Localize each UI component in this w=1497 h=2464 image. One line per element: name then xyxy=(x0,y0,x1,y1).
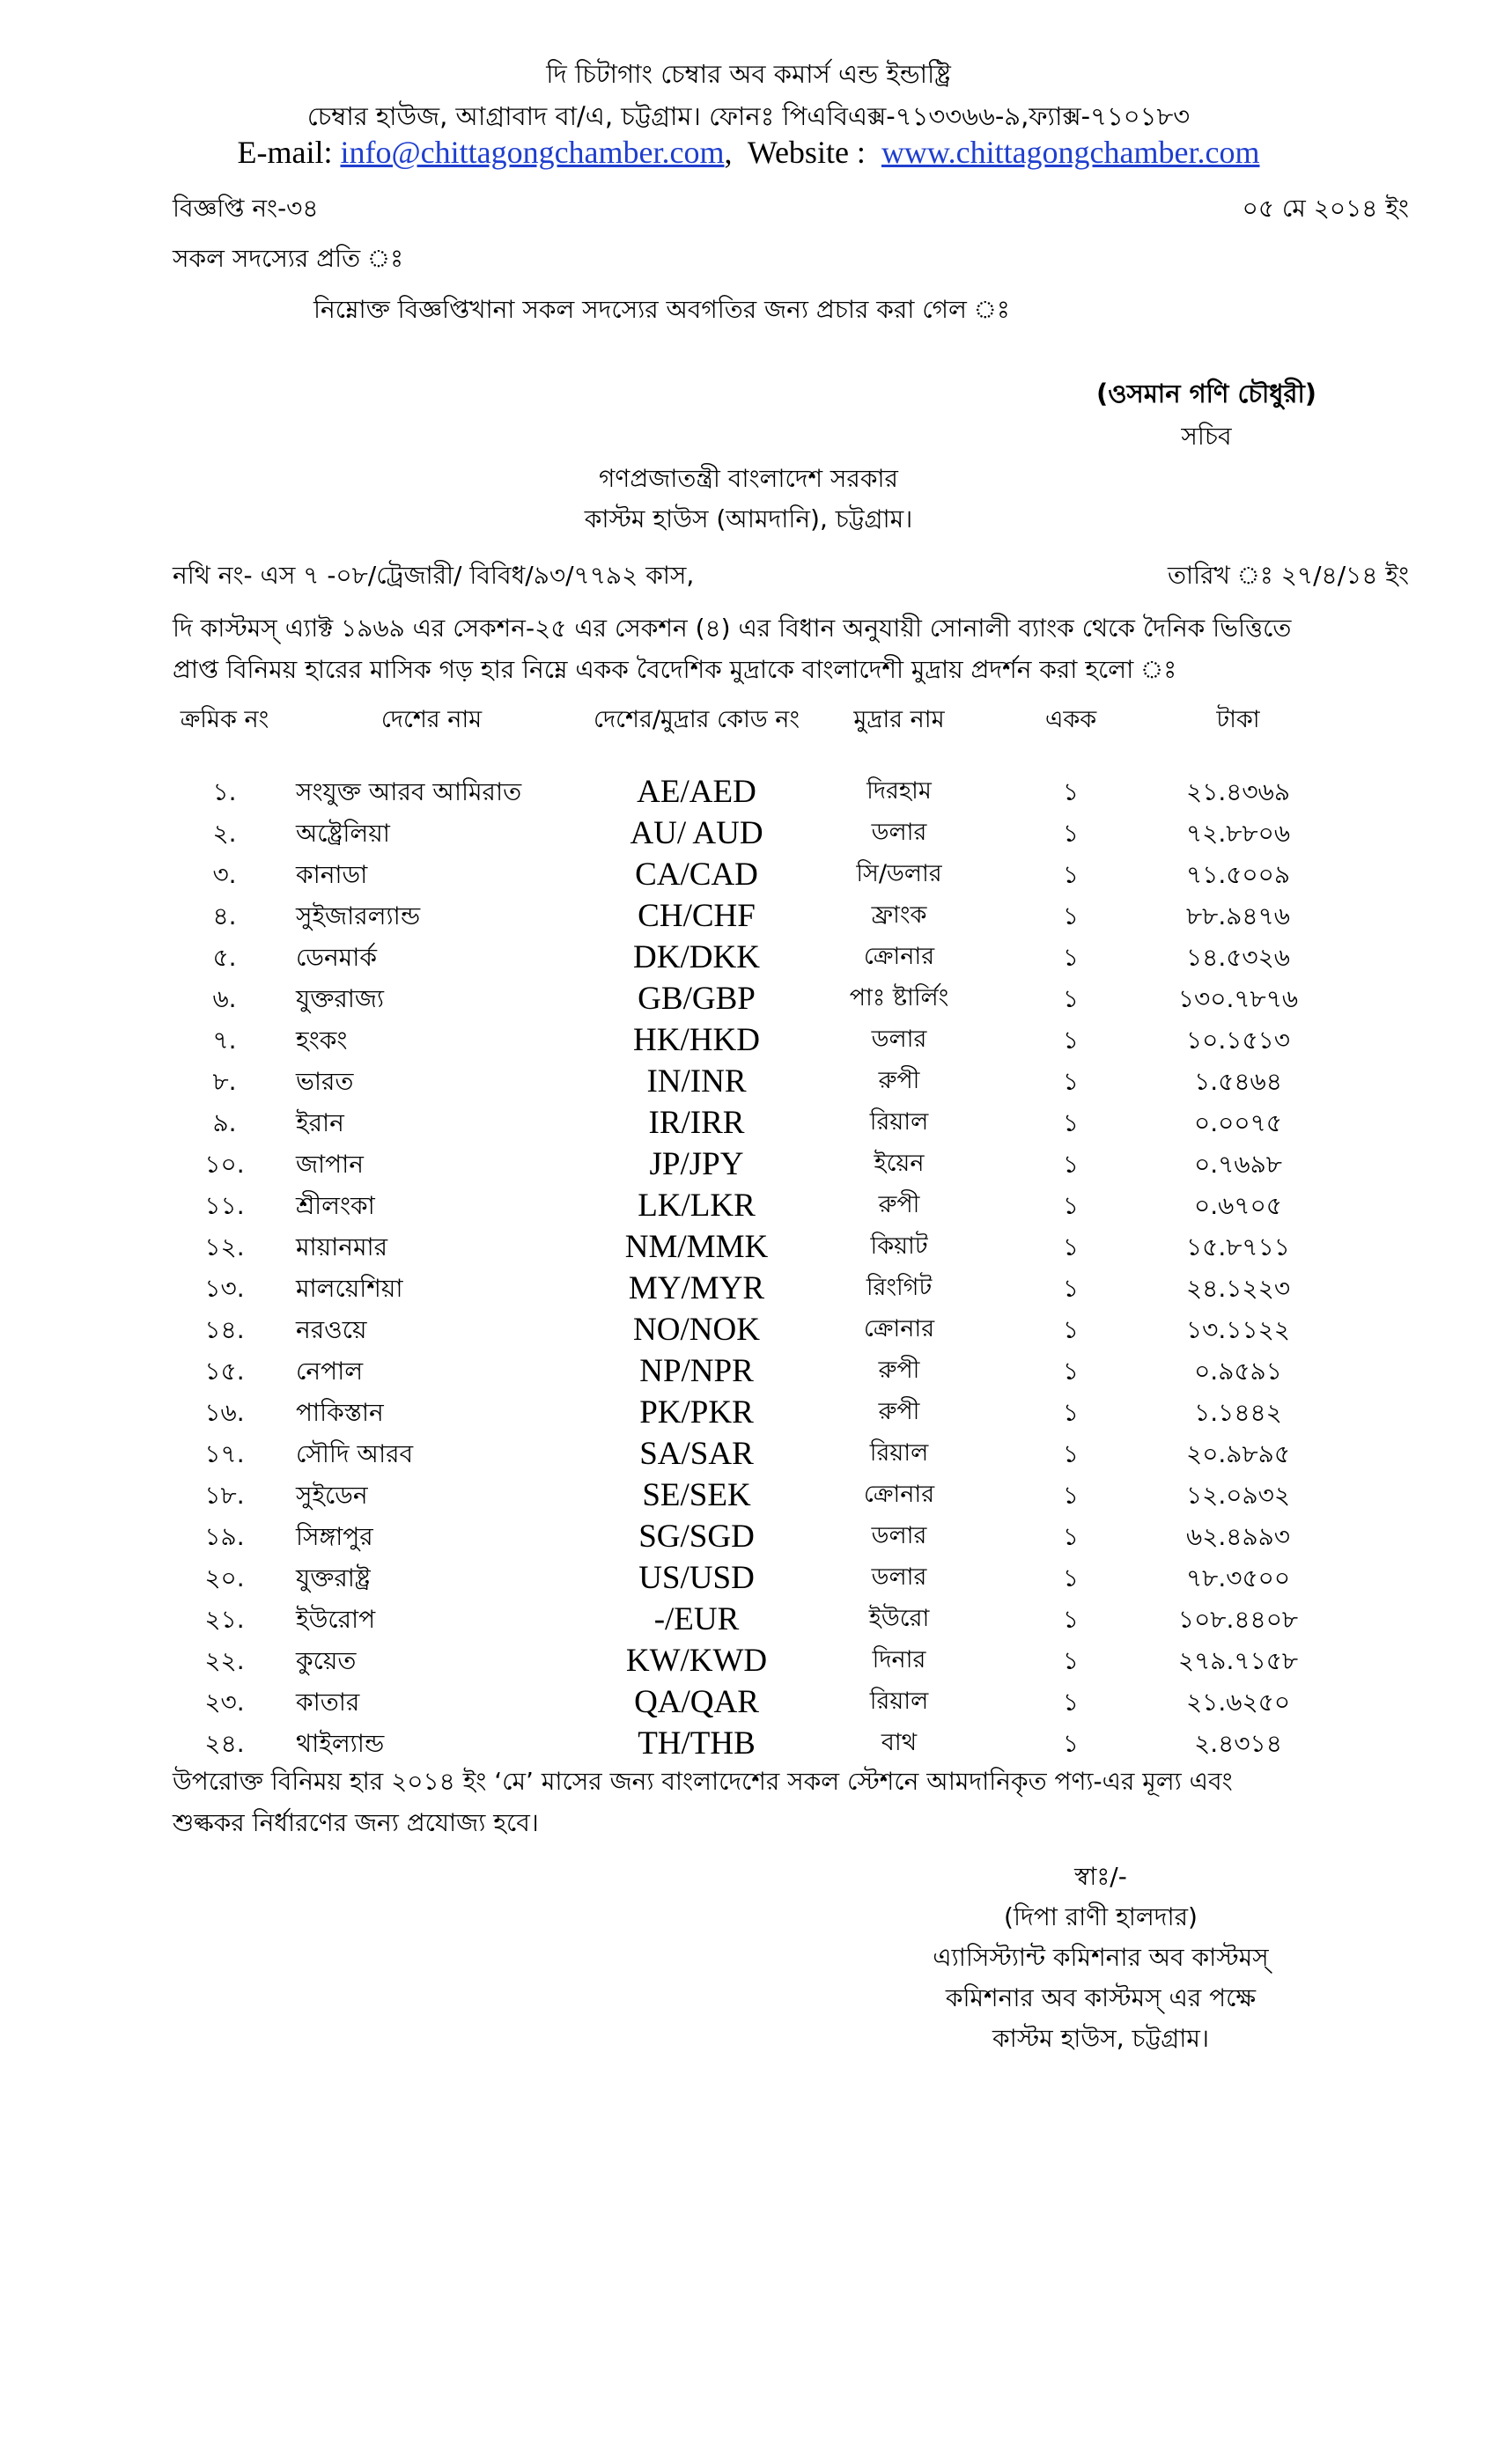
col-taka-header: টাকা xyxy=(1216,706,1260,733)
row-taka: ১২.০৯৩২ xyxy=(1185,1481,1291,1510)
row-code: SE/SEK xyxy=(642,1477,751,1513)
table-row xyxy=(173,1352,1326,1394)
contact-line xyxy=(0,134,1497,171)
email-label: E-mail: xyxy=(237,135,333,170)
table-row xyxy=(173,1725,1326,1766)
row-unit: ১ xyxy=(1062,901,1080,930)
row-taka: ৭২.৮৮০৬ xyxy=(1185,819,1291,848)
row-taka: ১.১৪৪২ xyxy=(1194,1398,1282,1427)
row-taka: ১.৫৪৬৪ xyxy=(1194,1067,1282,1096)
row-currency: রিয়াল xyxy=(869,1439,929,1467)
row-taka: ২০.৯৮৯৫ xyxy=(1186,1439,1290,1468)
row-country: যুক্তরাষ্ট্র xyxy=(296,1563,371,1592)
row-unit: ১ xyxy=(1062,1026,1080,1055)
row-country: জাপান xyxy=(296,1150,365,1179)
row-unit: ১ xyxy=(1062,1315,1080,1344)
col-unit-header: একক xyxy=(1044,706,1097,733)
row-currency: ডলার xyxy=(871,1563,927,1591)
row-code: -/EUR xyxy=(653,1601,740,1637)
row-country: শ্রীলংকা xyxy=(296,1191,375,1220)
table-row xyxy=(173,1600,1326,1642)
secretary-name: (ওসমান গণি চৌধুরী) xyxy=(1095,379,1317,408)
row-serial: ২৩. xyxy=(204,1688,245,1717)
row-unit: ১ xyxy=(1062,1439,1080,1468)
row-currency: দিনার xyxy=(872,1646,926,1673)
row-code: HK/HKD xyxy=(633,1022,760,1058)
row-code: US/USD xyxy=(638,1560,755,1596)
body-line-2: প্রাপ্ত বিনিময় হারের মাসিক গড় হার নিম্নে একক বৈদেশিক মুদ্রাকে বাংলাদেশী মুদ্রায় প্রদর্শন করা হলো ঃ xyxy=(173,655,1177,684)
row-taka: ১৪.৫৩২৬ xyxy=(1185,943,1291,972)
salutation: সকল সদস্যের প্রতি ঃ xyxy=(173,244,404,273)
table-row xyxy=(173,1228,1326,1269)
row-country: থাইল্যান্ড xyxy=(296,1729,385,1758)
row-taka: ২১.৬২৫০ xyxy=(1185,1688,1291,1717)
row-country: নরওয়ে xyxy=(296,1315,367,1344)
row-code: SG/SGD xyxy=(638,1519,755,1555)
row-serial: ২১. xyxy=(204,1605,245,1634)
row-serial: ২৪. xyxy=(204,1729,245,1758)
row-taka: ০.০০৭৫ xyxy=(1194,1108,1282,1137)
row-unit: ১ xyxy=(1062,1563,1080,1592)
row-currency: ক্রোনার xyxy=(863,943,935,970)
website-link[interactable]: www.chittagongchamber.com xyxy=(881,135,1260,170)
row-country: হংকং xyxy=(296,1026,348,1055)
row-currency: ফ্রাংক xyxy=(871,901,927,929)
table-row xyxy=(173,773,1326,814)
row-country: সৌদি আরব xyxy=(296,1439,414,1468)
row-taka: ২৭৯.৭১৫৮ xyxy=(1177,1646,1299,1675)
row-currency: দিরহাম xyxy=(866,777,932,805)
row-currency: ডলার xyxy=(871,1522,927,1549)
signatory-title: এ্যাসিস্ট্যান্ট কমিশনার অব কাস্টমস্ xyxy=(933,1943,1269,1972)
row-country: মায়ানমার xyxy=(296,1232,388,1261)
row-currency: বাথ xyxy=(881,1729,918,1756)
row-unit: ১ xyxy=(1062,777,1080,806)
row-serial: ১২. xyxy=(204,1232,245,1261)
row-code: TH/THB xyxy=(638,1725,756,1762)
row-serial: ১১. xyxy=(204,1191,245,1220)
table-row xyxy=(173,1683,1326,1725)
row-serial: ২. xyxy=(212,819,237,848)
signatory-on-behalf: কমিশনার অব কাস্টমস্ এর পক্ষে xyxy=(945,1983,1257,2012)
table-row xyxy=(173,897,1326,938)
table-row xyxy=(173,856,1326,897)
row-unit: ১ xyxy=(1062,860,1080,889)
table-row xyxy=(173,1476,1326,1518)
website-label: Website : xyxy=(747,135,866,170)
row-code: GB/GBP xyxy=(638,981,756,1017)
row-currency: রিয়াল xyxy=(869,1688,929,1715)
row-code: MY/MYR xyxy=(628,1270,765,1306)
org-name: দি চিটাগাং চেম্বার অব কমার্স এন্ড ইন্ডাষ্ট্রি xyxy=(546,59,951,89)
table-row xyxy=(173,938,1326,980)
row-currency: রুপী xyxy=(878,1191,920,1218)
row-serial: ১৫. xyxy=(204,1357,245,1386)
row-taka: ১৩০.৭৮৭৬ xyxy=(1177,984,1299,1013)
row-unit: ১ xyxy=(1062,1398,1080,1427)
row-unit: ১ xyxy=(1062,1108,1080,1137)
row-currency: সি/ডলার xyxy=(856,860,942,887)
row-serial: ৩. xyxy=(212,860,237,889)
row-serial: ২০. xyxy=(204,1563,245,1592)
row-country: মালয়েশিয়া xyxy=(296,1274,403,1303)
row-country: কানাডা xyxy=(296,860,368,889)
notice-intro: নিম্নোক্ত বিজ্ঞপ্তিখানা সকল সদস্যের অবগতির জন্য প্রচার করা গেল ঃ xyxy=(313,295,1010,324)
row-currency: ডলার xyxy=(871,819,927,846)
row-code: NM/MMK xyxy=(624,1229,769,1265)
row-serial: ৫. xyxy=(212,943,237,972)
row-taka: ১৫.৮৭১১ xyxy=(1186,1232,1290,1261)
row-country: সুইডেন xyxy=(296,1481,368,1510)
org-address: চেম্বার হাউজ, আগ্রাবাদ বা/এ, চট্টগ্রাম। ফোনঃ পিএবিএক্স-৭১৩৩৬৬-৯,ফ্যাক্স-৭১০১৮৩ xyxy=(306,101,1191,131)
row-serial: ১৮. xyxy=(204,1481,245,1510)
row-currency: কিয়াট xyxy=(870,1232,928,1260)
row-code: LK/LKR xyxy=(638,1188,756,1224)
row-unit: ১ xyxy=(1062,1067,1080,1096)
email-separator: , xyxy=(724,135,733,170)
row-serial: ১৩. xyxy=(204,1274,245,1303)
row-serial: ৪. xyxy=(212,901,237,930)
row-currency: পাঃ ষ্টার্লিং xyxy=(849,984,949,1011)
row-currency: রিংগিট xyxy=(866,1274,933,1301)
row-taka: ২১.৪৩৬৯ xyxy=(1185,777,1291,806)
body-paragraph xyxy=(173,607,1409,690)
row-code: AU/ AUD xyxy=(630,815,763,851)
row-currency: ডলার xyxy=(871,1026,927,1053)
row-currency: ইউরো xyxy=(868,1605,930,1632)
table-header-row xyxy=(173,704,1326,773)
row-serial: ১০. xyxy=(204,1150,245,1179)
row-unit: ১ xyxy=(1062,1150,1080,1179)
row-code: CA/CAD xyxy=(635,857,758,893)
table-row xyxy=(173,1063,1326,1104)
col-code-header: দেশের/মুদ্রার কোড নং xyxy=(594,706,800,733)
row-code: SA/SAR xyxy=(639,1436,754,1472)
row-serial: ১৬. xyxy=(204,1398,245,1427)
row-taka: ২৪.১২২৩ xyxy=(1185,1274,1291,1303)
row-code: AE/AED xyxy=(637,774,756,810)
col-country-header: দেশের নাম xyxy=(380,706,483,733)
row-code: NP/NPR xyxy=(639,1353,754,1389)
row-country: সিঙ্গাপুর xyxy=(296,1522,373,1551)
row-serial: ২২. xyxy=(204,1646,245,1675)
row-country: নেপাল xyxy=(296,1357,364,1386)
table-row xyxy=(173,1559,1326,1600)
row-country: ইরান xyxy=(296,1108,344,1137)
footer-line-1: উপরোক্ত বিনিময় হার ২০১৪ ইং ‘মে’ মাসের জন্য বাংলাদেশের সকল স্টেশনে আমদানিকৃত পণ্য-এর মূল্য এবং xyxy=(173,1767,1233,1796)
govt-name: গণপ্রজাতন্ত্রী বাংলাদেশ সরকার xyxy=(599,464,898,493)
row-country: ভারত xyxy=(296,1067,354,1096)
row-country: ডেনমার্ক xyxy=(296,943,377,972)
row-taka: ৮৮.৯৪৭৬ xyxy=(1186,901,1290,930)
row-code: PK/PKR xyxy=(639,1394,754,1431)
row-currency: রিয়াল xyxy=(869,1108,929,1136)
row-taka: ১৩.১১২২ xyxy=(1185,1315,1291,1344)
row-country: যুক্তরাজ্য xyxy=(296,984,385,1013)
row-country: ইউরোপ xyxy=(296,1605,376,1634)
signatory-name: (দিপা রাণী হালদার) xyxy=(1004,1902,1198,1931)
table-row xyxy=(173,1104,1326,1145)
row-country: কুয়েত xyxy=(296,1646,357,1675)
row-currency: ক্রোনার xyxy=(863,1481,935,1508)
file-number: নথি নং- এস ৭ -০৮/ট্রেজারী/ বিবিধ/৯৩/৭৭৯২ কাস, xyxy=(173,561,695,590)
row-code: DK/DKK xyxy=(633,939,760,975)
row-serial: ১. xyxy=(212,777,237,806)
row-taka: ০.৭৬৯৮ xyxy=(1194,1150,1282,1179)
table-row xyxy=(173,814,1326,856)
table-row xyxy=(173,1187,1326,1228)
footer-line-2: শুল্ককর নির্ধারণের জন্য প্রযোজ্য হবে। xyxy=(173,1808,539,1837)
table-row xyxy=(173,1642,1326,1683)
notice-number: বিজ্ঞপ্তি নং-৩৪ xyxy=(173,194,319,223)
row-taka: ৭৮.৩৫০০ xyxy=(1185,1563,1291,1592)
row-unit: ১ xyxy=(1062,943,1080,972)
footer-paragraph xyxy=(173,1761,1409,1843)
col-serial-header: ক্রমিক নং xyxy=(180,706,269,733)
row-code: CH/CHF xyxy=(638,898,756,934)
row-currency: ইয়েন xyxy=(874,1150,925,1177)
row-country: পাকিস্তান xyxy=(296,1398,384,1427)
row-code: IN/INR xyxy=(646,1063,747,1100)
row-serial: ৭. xyxy=(212,1026,237,1055)
table-row xyxy=(173,980,1326,1021)
table-row xyxy=(173,1269,1326,1311)
row-unit: ১ xyxy=(1062,1605,1080,1634)
file-date: তারিখ ঃ ২৭/৪/১৪ ইং xyxy=(1167,561,1409,590)
row-taka: ০.৯৫৯১ xyxy=(1194,1357,1282,1386)
row-currency: ক্রোনার xyxy=(863,1315,935,1342)
signed-mark: স্বাঃ/- xyxy=(1074,1862,1127,1891)
row-taka: ৬২.৪৯৯৩ xyxy=(1185,1522,1291,1551)
secretary-title: সচিব xyxy=(1181,422,1232,451)
table-row xyxy=(173,1518,1326,1559)
row-unit: ১ xyxy=(1062,1232,1080,1261)
row-currency: রুপী xyxy=(878,1398,920,1425)
row-taka: ১০৮.৪৪০৮ xyxy=(1177,1605,1299,1634)
row-serial: ১৭. xyxy=(204,1439,245,1468)
row-serial: ৮. xyxy=(212,1067,237,1096)
row-serial: ৬. xyxy=(212,984,237,1013)
row-serial: ১৪. xyxy=(204,1315,245,1344)
row-unit: ১ xyxy=(1062,819,1080,848)
row-currency: রুপী xyxy=(878,1357,920,1384)
row-serial: ৯. xyxy=(212,1108,237,1137)
row-taka: ২.৪৩১৪ xyxy=(1194,1729,1282,1758)
row-unit: ১ xyxy=(1062,1357,1080,1386)
row-country: কাতার xyxy=(296,1688,360,1717)
customs-house: কাস্টম হাউস (আমদানি), চট্টগ্রাম। xyxy=(584,504,913,533)
row-currency: রুপী xyxy=(878,1067,920,1094)
row-unit: ১ xyxy=(1062,1688,1080,1717)
email-link[interactable]: info@chittagongchamber.com xyxy=(340,135,725,170)
row-unit: ১ xyxy=(1062,1522,1080,1551)
col-currency-header: মুদ্রার নাম xyxy=(853,706,945,733)
row-unit: ১ xyxy=(1062,984,1080,1013)
table-row xyxy=(173,1311,1326,1352)
table-row xyxy=(173,1435,1326,1476)
row-unit: ১ xyxy=(1062,1481,1080,1510)
row-code: NO/NOK xyxy=(633,1312,760,1348)
row-country: সংযুক্ত আরব আমিরাত xyxy=(296,777,522,806)
row-taka: ৭১.৫০০৯ xyxy=(1185,860,1291,889)
row-code: QA/QAR xyxy=(634,1684,759,1720)
signatory-office: কাস্টম হাউস, চট্টগ্রাম। xyxy=(992,2024,1209,2053)
row-serial: ১৯. xyxy=(204,1522,245,1551)
notice-date: ০৫ মে ২০১৪ ইং xyxy=(1242,194,1409,223)
row-unit: ১ xyxy=(1062,1274,1080,1303)
row-unit: ১ xyxy=(1062,1191,1080,1220)
row-taka: ০.৬৭০৫ xyxy=(1194,1191,1282,1220)
row-code: IR/IRR xyxy=(648,1105,745,1141)
table-row xyxy=(173,1021,1326,1063)
table-row xyxy=(173,1394,1326,1435)
row-taka: ১০.১৫১৩ xyxy=(1186,1026,1290,1055)
table-row xyxy=(173,1145,1326,1187)
row-unit: ১ xyxy=(1062,1646,1080,1675)
body-line-1: দি কাস্টমস্ এ্যাক্ট ১৯৬৯ এর সেকশন-২৫ এর সেকশন (৪) এর বিধান অনুযায়ী সোনালী ব্যাংক থেকে দৈনিক ভিত্তিতে xyxy=(173,614,1292,643)
row-unit: ১ xyxy=(1062,1729,1080,1758)
exchange-rate-table xyxy=(173,704,1326,1766)
row-code: KW/KWD xyxy=(625,1643,768,1679)
row-code: JP/JPY xyxy=(649,1146,744,1182)
row-country: সুইজারল্যান্ড xyxy=(296,901,421,930)
row-country: অষ্ট্রেলিয়া xyxy=(296,819,390,848)
